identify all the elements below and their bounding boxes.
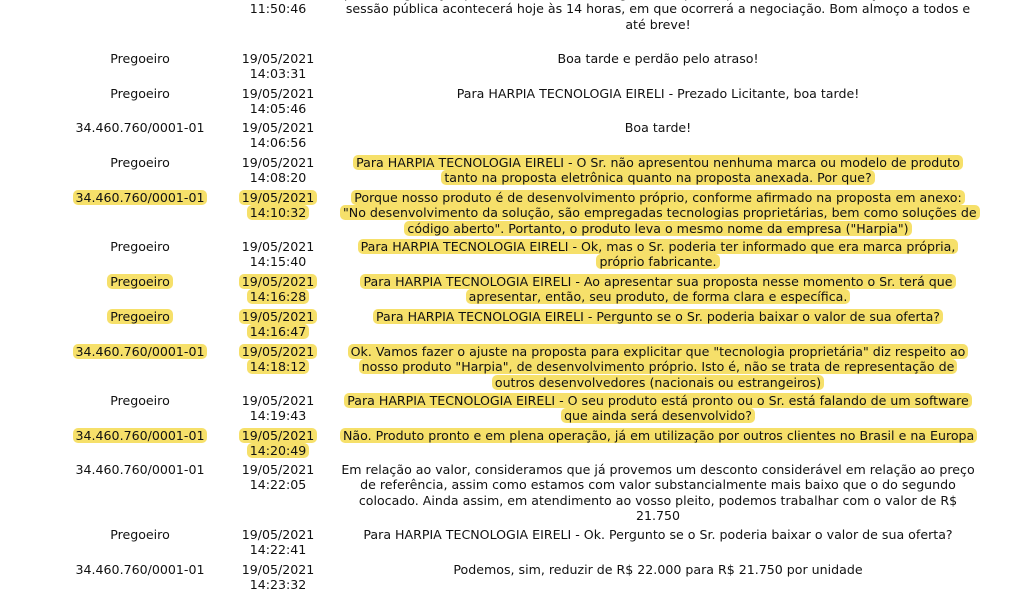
message-sender: 34.460.760/0001-01 — [75, 462, 205, 477]
message-timestamp — [228, 274, 328, 305]
message-text: Podemos, sim, reduzir de R$ 22.000 para R$ 21.750 por unidade — [453, 562, 863, 577]
message-sender — [40, 190, 240, 205]
message-timestamp: 19/05/2021 14:15:40 — [241, 239, 315, 270]
message-sender: Pregoeiro — [110, 527, 170, 542]
highlight: apresentar, então, seu produto, de forma clara e específica. — [466, 289, 851, 304]
message-text: Em relação ao valor, consideramos que já provemos um desconto considerável em relação ao preço de referência, assim como estamos com valor substancialmente mais baixo que o do segundo colocado. Ainda assim, em atendimento ao vosso pleito, podemos trabalhar com o valor de R$ 21.750 — [341, 462, 975, 524]
message-text: sessão pública acontecerá hoje às 14 horas, em que ocorrerá a negociação. Bom almoço a todos e até breve! — [345, 1, 971, 32]
highlight: 19/05/2021 — [239, 344, 318, 359]
message-timestamp: 19/05/2021 14:06:56 — [241, 120, 315, 151]
message-timestamp — [228, 309, 328, 340]
message-text — [340, 344, 976, 390]
message-text — [340, 190, 976, 236]
highlight: Pregoeiro — [107, 274, 173, 289]
message-sender: Pregoeiro — [110, 86, 170, 101]
message-sender — [40, 428, 240, 443]
message-time: 11:50:46 — [249, 1, 307, 16]
highlight: Para HARPIA TECNOLOGIA EIRELI - O seu produto está pronto ou o Sr. está falando de um software — [344, 393, 972, 408]
highlight: 19/05/2021 — [239, 428, 318, 443]
message-text — [340, 309, 976, 324]
highlight: 19/05/2021 — [239, 190, 318, 205]
message-timestamp — [228, 344, 328, 375]
message-timestamp: 19/05/2021 14:03:31 — [241, 51, 315, 82]
highlight: próprio fabricante. — [596, 254, 719, 269]
message-text — [340, 428, 976, 443]
message-text: Para HARPIA TECNOLOGIA EIRELI - Ok. Pergunto se o Sr. poderia baixar o valor de sua oferta? — [363, 527, 953, 542]
highlight: 19/05/2021 — [239, 309, 318, 324]
highlight: 14:18:12 — [247, 359, 310, 374]
message-text: Boa tarde! — [624, 120, 692, 135]
message-text — [340, 274, 976, 305]
message-text: Boa tarde e perdão pelo atraso! — [557, 51, 759, 66]
message-sender: Pregoeiro — [110, 51, 170, 66]
highlight: Para HARPIA TECNOLOGIA EIRELI - Ok, mas o Sr. poderia ter informado que era marca própria, — [358, 239, 959, 254]
highlight: tanto na proposta eletrônica quanto na proposta anexada. Por que? — [441, 170, 874, 185]
message-timestamp — [228, 190, 328, 221]
highlight: Para HARPIA TECNOLOGIA EIRELI - O Sr. não apresentou nenhuma marca ou modelo de produto — [353, 155, 963, 170]
message-sender — [40, 274, 240, 289]
message-sender: Pregoeiro — [110, 239, 170, 254]
highlight: 19/05/2021 — [239, 274, 318, 289]
message-text: Para HARPIA TECNOLOGIA EIRELI - Prezado Licitante, boa tarde! — [456, 86, 860, 101]
highlight: Não. Produto pronto e em plena operação, já em utilização por outros clientes no Brasil e na Europa — [340, 428, 977, 443]
message-timestamp: 19/05/2021 14:08:20 — [241, 155, 315, 186]
highlight: Ok. Vamos fazer o ajuste na proposta para explicitar que "tecnologia proprietária" diz respeito ao — [348, 344, 969, 359]
highlight: outros desenvolvedores (nacionais ou estrangeiros) — [492, 375, 824, 390]
highlight: 34.460.760/0001-01 — [73, 190, 208, 205]
message-timestamp: 19/05/2021 14:23:32 — [241, 562, 315, 593]
message-sender: Pregoeiro — [110, 393, 170, 408]
highlight: código aberto". Portanto, o produto leva o mesmo nome da empresa ("Harpia") — [404, 221, 911, 236]
message-sender: 34.460.760/0001-01 — [75, 562, 205, 577]
highlight: Pregoeiro — [107, 309, 173, 324]
message-timestamp: 19/05/2021 14:22:41 — [241, 527, 315, 558]
highlight: nosso produto "Harpia", de desenvolvimento próprio. Isto é, não se trata de representação de — [359, 359, 958, 374]
message-text — [340, 393, 976, 424]
message-sender — [40, 309, 240, 324]
message-timestamp: 19/05/2021 14:22:05 — [241, 462, 315, 493]
highlight: "No desenvolvimento da solução, são empregadas tecnologias proprietárias, bem como soluções de — [340, 205, 980, 220]
highlight: 14:10:32 — [247, 205, 310, 220]
highlight: que ainda será desenvolvido? — [561, 408, 755, 423]
highlight: 14:20:49 — [247, 443, 310, 458]
message-sender: 34.460.760/0001-01 — [75, 120, 205, 135]
message-text — [340, 239, 976, 270]
highlight: 34.460.760/0001-01 — [73, 344, 208, 359]
message-text — [340, 155, 976, 186]
highlight: 14:16:47 — [247, 324, 310, 339]
message-sender — [40, 344, 240, 359]
highlight: Para HARPIA TECNOLOGIA EIRELI - Ao apresentar sua proposta nesse momento o Sr. terá que — [360, 274, 955, 289]
message-timestamp: 19/05/2021 14:19:43 — [241, 393, 315, 424]
highlight: 34.460.760/0001-01 — [73, 428, 208, 443]
message-timestamp: 19/05/2021 14:05:46 — [241, 86, 315, 117]
message-timestamp — [228, 428, 328, 459]
highlight: 14:16:28 — [247, 289, 310, 304]
highlight: Porque nosso produto é de desenvolvimento próprio, conforme afirmado na proposta em anexo: — [351, 190, 965, 205]
highlight: Para HARPIA TECNOLOGIA EIRELI - Pergunto se o Sr. poderia baixar o valor de sua oferta? — [373, 309, 943, 324]
message-sender: Pregoeiro — [110, 155, 170, 170]
